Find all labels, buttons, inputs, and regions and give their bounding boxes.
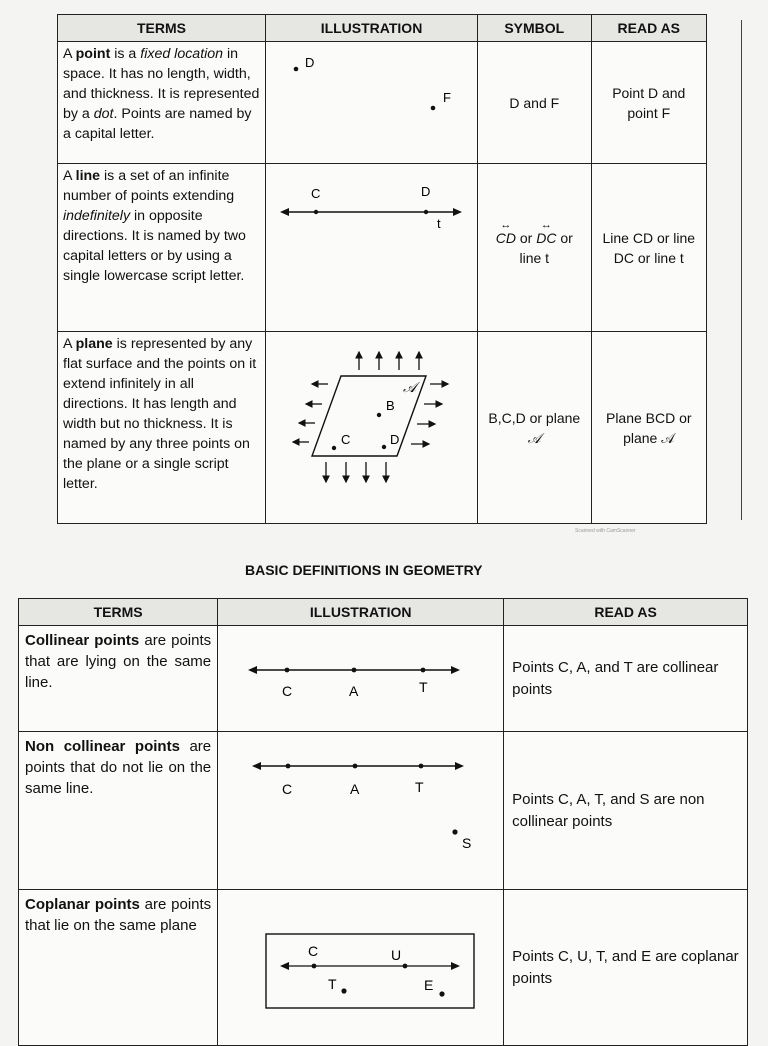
label-c: C [308, 943, 319, 959]
label-a: A [350, 781, 360, 797]
point-illustration [266, 42, 477, 158]
line-label-d: D [421, 184, 431, 199]
label-s: S [462, 835, 472, 851]
read-as-line: Line CD or line DC or line t [591, 164, 706, 332]
point-t-dot [342, 988, 347, 993]
point-e-dot [440, 991, 445, 996]
plane-label-b: B [386, 398, 395, 413]
symbol-dc-overarrow: ↔ DC [536, 228, 556, 248]
read-as-point: Point D and point F [591, 42, 706, 164]
table-row [58, 164, 707, 332]
line-point-c-dot [314, 210, 318, 214]
header-symbol: SYMBOL [478, 15, 592, 42]
label-c: C [282, 781, 293, 797]
table-header-row [19, 599, 748, 626]
arrow-right [451, 962, 460, 970]
term-line: A line is a set of an infinite number of points extending indefinitely in opposite directions. It is named by two capital letters or by using a single lowercase script letter. [58, 164, 266, 332]
read-as-plane: Plane BCD or plane 𝒜 [591, 332, 706, 524]
table-row [19, 890, 748, 1046]
illustration-collinear [218, 626, 504, 732]
header-illustration: ILLUSTRATION [266, 15, 478, 42]
plane-rectangle [266, 934, 474, 1008]
line-illustration [266, 164, 477, 326]
table-header-row [58, 15, 707, 42]
arrow-left [252, 762, 261, 770]
plane-point-c-dot [332, 446, 336, 450]
read-as-collinear: Points C, A, and T are collinear points [504, 626, 748, 732]
point-s-dot [453, 829, 458, 834]
point-f-dot [431, 106, 436, 111]
scanner-watermark: Scanned with CamScanner [575, 528, 636, 534]
line-label-t: t [437, 216, 441, 231]
coplanar-illustration [218, 890, 503, 1040]
illustration-point [266, 42, 478, 164]
term-plane: A plane is represented by any flat surface and the points on it extend infinitely in all directions. It has length and width but no thickness. It is named by any three points on the plane or a single script letter. [58, 332, 266, 524]
read-as-coplanar: Points C, U, T, and E are coplanar points [504, 890, 748, 1046]
illustration-line [266, 164, 478, 332]
plane-illustration [266, 332, 477, 518]
header-terms: TERMS [19, 599, 218, 626]
term-non-collinear: Non collinear points are points that do not lie on the same line. [19, 732, 218, 890]
terms-table-2 [18, 598, 748, 1046]
non-collinear-illustration [218, 732, 503, 884]
table-row [19, 732, 748, 890]
collinear-illustration [218, 626, 503, 726]
plane-label-d: D [390, 432, 400, 447]
label-a: A [349, 683, 359, 699]
label-t: T [419, 679, 428, 695]
plane-arrows [293, 352, 448, 482]
symbol-point: D and F [478, 42, 592, 164]
page-edge-line [741, 20, 742, 520]
term-coplanar: Coplanar points are points that lie on the same plane [19, 890, 218, 1046]
terms-table-1 [57, 14, 707, 524]
illustration-coplanar [218, 890, 504, 1046]
arrow-right [451, 666, 460, 674]
symbol-cd-overarrow: ↔ CD [496, 228, 516, 248]
plane-label-script-a: 𝒜 [403, 379, 417, 395]
line-point-d-dot [424, 210, 428, 214]
arrow-left [248, 666, 257, 674]
illustration-plane [266, 332, 478, 524]
table-row [19, 626, 748, 732]
term-point: A point is a fixed location in space. It has no length, width, and thickness. It is represented by a dot. Points are named by a capital letter. [58, 42, 266, 164]
plane-label-c: C [341, 432, 351, 447]
label-u: U [391, 947, 402, 963]
label-e: E [424, 977, 434, 993]
label-t: T [415, 779, 424, 795]
header-read-as: READ AS [591, 15, 706, 42]
symbol-line: ↔ CD or ↔ DC or line t [478, 164, 592, 332]
read-as-non-collinear: Points C, A, T, and S are non collinear points [504, 732, 748, 890]
table-row [58, 332, 707, 524]
point-f-label: F [443, 90, 451, 105]
point-d-dot [294, 67, 299, 72]
term-collinear: Collinear points are points that are lying on the same line. [19, 626, 218, 732]
plane-point-b-dot [377, 413, 381, 417]
point-d-label: D [305, 55, 315, 70]
plane-point-d-dot [382, 445, 386, 449]
section-heading: BASIC DEFINITIONS IN GEOMETRY [245, 562, 483, 578]
header-read-as: READ AS [504, 599, 748, 626]
arrow-right [455, 762, 464, 770]
line-arrow-right [453, 208, 462, 216]
table-row [58, 42, 707, 164]
illustration-non-collinear [218, 732, 504, 890]
symbol-plane: B,C,D or plane 𝒜 [478, 332, 592, 524]
arrow-left [280, 962, 289, 970]
label-c: C [282, 683, 293, 699]
line-arrow-left [280, 208, 289, 216]
header-illustration: ILLUSTRATION [218, 599, 504, 626]
line-label-c: C [311, 186, 321, 201]
label-t: T [328, 976, 337, 992]
header-terms: TERMS [58, 15, 266, 42]
